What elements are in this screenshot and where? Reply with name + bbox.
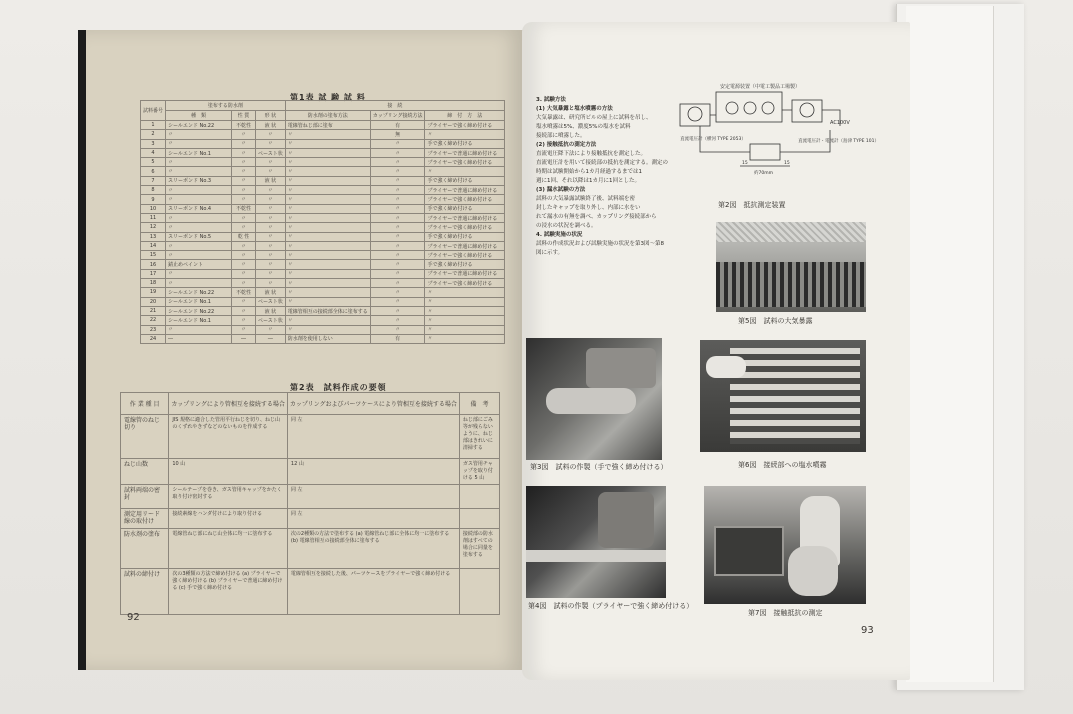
table1-cell-form: 〃	[256, 269, 286, 278]
table1-cell-applied: 電線管相互の接続部全体に塗布する	[285, 306, 370, 315]
table1-cell-applied: 〃	[285, 232, 370, 241]
table2-cell: 試料の締付け	[121, 569, 169, 615]
table1	[140, 100, 505, 344]
table1-cell-kind: 〃	[166, 251, 232, 260]
table1-row	[141, 269, 505, 278]
table1-cell-prop: 〃	[232, 325, 256, 334]
table1-cell-kind: 〃	[166, 279, 232, 288]
table1-cell-cp: 〃	[370, 241, 425, 250]
table1-cell-cp: 〃	[370, 316, 425, 325]
table1-cell-applied: 〃	[285, 316, 370, 325]
page-number-left: 92	[127, 612, 140, 623]
table1-cell-applied: 〃	[285, 139, 370, 148]
table1-cell-no: 24	[141, 334, 166, 343]
table1-cell-prop: 〃	[232, 241, 256, 250]
table1-cell-prop: 〃	[232, 306, 256, 315]
table1-row	[141, 195, 505, 204]
table1-cell-cp: 〃	[370, 260, 425, 269]
table1-cell-form: 〃	[256, 223, 286, 232]
table1-cell-prop: 〃	[232, 186, 256, 195]
table1-cell-prop: 〃	[232, 297, 256, 306]
table1-cell-cp: 〃	[370, 176, 425, 185]
table1-cell-tight: プライヤーで普通に締め付ける	[425, 186, 505, 195]
resistance-measurement-diagram	[680, 78, 880, 190]
table2-cell: 次の2種類の方法で塗布する (a) 電線管ねじ部に全体に均一に塗布する (b) 電線管相互の接続部全体に塗布する	[287, 529, 459, 569]
table1-cell-prop: 〃	[232, 213, 256, 222]
table1-cell-prop: 〃	[232, 269, 256, 278]
table1-cell-prop: 不乾性	[232, 288, 256, 297]
table2-cell	[459, 485, 499, 509]
table1-cell-applied: 〃	[285, 158, 370, 167]
table1-cell-cp: 〃	[370, 306, 425, 315]
table1-cell-kind: スリーボンド No.5	[166, 232, 232, 241]
table1-cell-applied: 〃	[285, 176, 370, 185]
table2-cell: シールテープを巻き、ガス管用キャップをかたく取り付け密封する	[169, 485, 288, 509]
section-line: 3. 試験方法	[536, 97, 566, 103]
diagram-left-meter: 直流電圧計（横河 TYPE 2053）	[680, 137, 746, 142]
section-line: 試料の大気暴露試験終了後、試料端を密	[536, 196, 636, 202]
table1-cell-cp: 〃	[370, 325, 425, 334]
table1-cell-kind: 錆止めペイント	[166, 260, 232, 269]
table1-row	[141, 306, 505, 315]
table1-cell-prop: 〃	[232, 316, 256, 325]
table1-cell-applied: 防水剤を使用しない	[285, 334, 370, 343]
table1-cell-tight: プライヤーで普通に締め付ける	[425, 241, 505, 250]
table1-cell-cp: 〃	[370, 204, 425, 213]
table2-cell	[459, 569, 499, 615]
fig6-caption: 第6図 接続部への塩水噴霧	[738, 461, 827, 469]
table1-header-applied: 防水剤の塗布方法	[285, 111, 370, 121]
table1-row	[141, 158, 505, 167]
table1-cell-no: 12	[141, 223, 166, 232]
table1-cell-form: 〃	[256, 279, 286, 288]
table1-cell-prop: 〃	[232, 130, 256, 139]
table2-cell: 同 左	[287, 415, 459, 459]
table2-row	[121, 529, 500, 569]
table1-header-coupling: カップリング接続方法	[370, 111, 425, 121]
table1-cell-prop: 〃	[232, 260, 256, 269]
table1-cell-applied: 〃	[285, 167, 370, 176]
table1-row	[141, 139, 505, 148]
table1-row	[141, 232, 505, 241]
table1-cell-no: 2	[141, 130, 166, 139]
table1-cell-cp: 〃	[370, 288, 425, 297]
table1-cell-tight: プライヤーで普通に締め付ける	[425, 269, 505, 278]
table1-cell-cp: 〃	[370, 186, 425, 195]
table1-cell-kind: 〃	[166, 325, 232, 334]
table1-cell-kind: 〃	[166, 186, 232, 195]
table1-cell-tight: プライヤーで強く締め付ける	[425, 121, 505, 130]
table1-cell-applied: 〃	[285, 260, 370, 269]
table1-cell-no: 18	[141, 279, 166, 288]
table1-cell-no: 15	[141, 251, 166, 260]
table1-cell-tight: 〃	[425, 325, 505, 334]
table1-cell-no: 1	[141, 121, 166, 130]
section-text	[536, 96, 676, 258]
table1-cell-tight: プライヤーで強く締め付ける	[425, 251, 505, 260]
table1-cell-cp: 〃	[370, 148, 425, 157]
table1-header-sample: 試料番号	[141, 101, 166, 121]
table1-cell-prop: 〃	[232, 223, 256, 232]
table1-cell-form: 〃	[256, 251, 286, 260]
table2-cell: 電線管ねじ部にねじ山全体に均一に塗布する	[169, 529, 288, 569]
table1-row	[141, 316, 505, 325]
table1-cell-applied: 〃	[285, 148, 370, 157]
table1-cell-no: 13	[141, 232, 166, 241]
table1-row	[141, 223, 505, 232]
fig6-photo	[700, 340, 866, 452]
fig5-photo	[716, 222, 866, 312]
table1-cell-tight: 〃	[425, 334, 505, 343]
table1-cell-tight: 〃	[425, 297, 505, 306]
table1-cell-applied: 〃	[285, 297, 370, 306]
table1-cell-no: 6	[141, 167, 166, 176]
table2-cell: 接続部の防水剤はすべての場合に同量を塗布する	[459, 529, 499, 569]
table1-cell-tight: 〃	[425, 306, 505, 315]
section-line: 直流電圧降下法により接触抵抗を測定した。	[536, 151, 647, 157]
section-line: 時期は試験開始から1カ月経過するまでは1	[536, 169, 642, 175]
table1-cell-no: 20	[141, 297, 166, 306]
table1-cell-no: 8	[141, 186, 166, 195]
table1-cell-prop: 不乾性	[232, 204, 256, 213]
table1-row	[141, 260, 505, 269]
table1-header-form: 形 状	[256, 111, 286, 121]
table1-cell-cp: 〃	[370, 251, 425, 260]
table1-cell-form: ―	[256, 334, 286, 343]
table1-cell-kind: 〃	[166, 269, 232, 278]
page-number-right: 93	[861, 625, 874, 636]
table1-cell-cp: 無	[370, 130, 425, 139]
table1-row	[141, 251, 505, 260]
table1-cell-kind: シールエンド No.1	[166, 297, 232, 306]
table1-cell-tight: プライヤーで普通に締め付ける	[425, 148, 505, 157]
table2-cell: 接続素線をハンダ付けにより取り付ける	[169, 509, 288, 529]
table1-cell-applied: 〃	[285, 325, 370, 334]
table1-cell-form: 液 状	[256, 121, 286, 130]
table1-cell-applied: 〃	[285, 288, 370, 297]
table1-row	[141, 334, 505, 343]
table1-row	[141, 130, 505, 139]
table1-cell-form: 〃	[256, 167, 286, 176]
table1-cell-form: 液 状	[256, 176, 286, 185]
table1-row	[141, 148, 505, 157]
table1-cell-kind: 〃	[166, 223, 232, 232]
table1-cell-prop: 〃	[232, 158, 256, 167]
table1-cell-kind: 〃	[166, 241, 232, 250]
table1-cell-form: 〃	[256, 186, 286, 195]
diagram-dim-3: 約70mm	[754, 171, 773, 176]
table1-cell-form: 〃	[256, 195, 286, 204]
table1-cell-form: 〃	[256, 325, 286, 334]
section-line: 封したキャップを取り外し、内部に水をい	[536, 205, 641, 211]
backing-board-panel	[906, 6, 994, 682]
table1-cell-cp: 〃	[370, 269, 425, 278]
table1-cell-applied: 電線管ねじ部に塗布	[285, 121, 370, 130]
table2-cell: 測定用リード線の取付け	[121, 509, 169, 529]
table2-cell: 同 左	[287, 509, 459, 529]
diagram-dim-2: 15	[784, 161, 790, 166]
table1-header-property: 性 質	[232, 111, 256, 121]
table1-cell-form: 〃	[256, 260, 286, 269]
table1-cell-applied: 〃	[285, 195, 370, 204]
table2-header: カップリングにより管相互を接続する場合	[169, 393, 288, 415]
table1-cell-applied: 〃	[285, 213, 370, 222]
table1-cell-no: 14	[141, 241, 166, 250]
table1-row	[141, 241, 505, 250]
table1-cell-prop: 〃	[232, 167, 256, 176]
table1-row	[141, 213, 505, 222]
table1-header-sealant: 塗布する防水剤	[166, 101, 286, 111]
table1-cell-form: 〃	[256, 139, 286, 148]
table2-header: カップリングおよびパーツケースにより管相互を接続する場合	[287, 393, 459, 415]
table1-row	[141, 325, 505, 334]
table1-cell-form: ペースト状	[256, 297, 286, 306]
table1-cell-prop: ―	[232, 334, 256, 343]
table1-cell-tight: 〃	[425, 130, 505, 139]
fig3-photo	[526, 338, 662, 460]
table1-cell-kind: スリーボンド No.4	[166, 204, 232, 213]
table1-row	[141, 167, 505, 176]
table2-row	[121, 569, 500, 615]
table1-cell-applied: 〃	[285, 186, 370, 195]
table2-cell: 同 左	[287, 485, 459, 509]
table1-cell-no: 3	[141, 139, 166, 148]
table1-row	[141, 121, 505, 130]
table1-cell-applied: 〃	[285, 269, 370, 278]
table1-cell-tight: 手で強く締め付ける	[425, 176, 505, 185]
table1-cell-kind: シールエンド No.22	[166, 306, 232, 315]
table1-header-connection: 接 続	[285, 101, 504, 111]
table1-cell-cp: 〃	[370, 213, 425, 222]
table1-cell-tight: プライヤーで強く締め付ける	[425, 279, 505, 288]
table1-cell-kind: 〃	[166, 130, 232, 139]
table1-cell-kind: 〃	[166, 139, 232, 148]
table2-cell: 防水剤の塗布	[121, 529, 169, 569]
table1-cell-no: 5	[141, 158, 166, 167]
fig5-caption: 第5図 試料の大気暴露	[738, 317, 813, 325]
table1-cell-no: 17	[141, 269, 166, 278]
table2-cell: 試料両端の密封	[121, 485, 169, 509]
table1-cell-no: 7	[141, 176, 166, 185]
section-line: 週に1回、それ以降は1カ月に1回とした。	[536, 178, 640, 184]
diagram-title-box: 安定電源装置（中電工製品工場製）	[720, 84, 801, 90]
table1-title: 第1表 試 験 試 料	[290, 93, 366, 102]
table2	[120, 392, 500, 615]
table1-cell-cp: 〃	[370, 167, 425, 176]
fig7-photo	[704, 486, 866, 604]
table1-cell-kind: 〃	[166, 158, 232, 167]
table1-row	[141, 279, 505, 288]
section-line: 試料の作成状況および試験実施の状況を第3図～第8	[536, 241, 665, 247]
diagram-ac-label: AC100V	[830, 120, 850, 126]
table2-row	[121, 509, 500, 529]
table1-cell-kind: スリーボンド No.3	[166, 176, 232, 185]
table1-cell-no: 11	[141, 213, 166, 222]
table2-cell: 電線管相互を接続した後、パーツケースをプライヤーで強く締め付ける	[287, 569, 459, 615]
table2-title: 第2表 試料作成の要領	[290, 383, 387, 392]
table1-cell-cp: 〃	[370, 223, 425, 232]
table1-cell-tight: プライヤーで強く締め付ける	[425, 195, 505, 204]
diagram-right-meter: 直流電圧計・電流計（島津 TYPE 101）	[798, 139, 880, 144]
table1-cell-form: 〃	[256, 204, 286, 213]
table1-row	[141, 176, 505, 185]
table2-header: 備 考	[459, 393, 499, 415]
table1-cell-kind: 〃	[166, 195, 232, 204]
table1-cell-tight: 〃	[425, 288, 505, 297]
table1-cell-cp: 〃	[370, 139, 425, 148]
section-line: の浸水の状況を調べる。	[536, 223, 597, 229]
section-line: 接続部に噴霧した。	[536, 133, 586, 139]
table2-cell	[459, 509, 499, 529]
table1-cell-prop: 〃	[232, 139, 256, 148]
table2-cell: ガス管用チャップを取り付ける 5 山	[459, 459, 499, 485]
section-line: 4. 試験実施の状況	[536, 232, 583, 238]
table2-cell: ねじ部にごみ等が残らないように、ねじ部はきれいに清掃する	[459, 415, 499, 459]
table1-cell-cp: 〃	[370, 232, 425, 241]
table1-cell-applied: 〃	[285, 251, 370, 260]
table2-cell: 10 山	[169, 459, 288, 485]
table1-cell-tight: プライヤーで強く締め付ける	[425, 158, 505, 167]
table1-cell-kind: ―	[166, 334, 232, 343]
table1-cell-no: 21	[141, 306, 166, 315]
table1-cell-form: 液 状	[256, 306, 286, 315]
section-line: 塩水噴霧は5%、濃度5%の塩水を試料	[536, 124, 631, 130]
table1-cell-prop: 〃	[232, 176, 256, 185]
table2-cell: ねじ山数	[121, 459, 169, 485]
table1-cell-form: ペースト状	[256, 148, 286, 157]
table1-cell-tight: 手で強く締め付ける	[425, 139, 505, 148]
table1-cell-prop: 不乾性	[232, 121, 256, 130]
table1-cell-form: 〃	[256, 213, 286, 222]
table1-cell-applied: 〃	[285, 279, 370, 288]
table1-cell-no: 22	[141, 316, 166, 325]
table1-row	[141, 297, 505, 306]
table1-cell-form: 液 状	[256, 288, 286, 297]
table1-cell-applied: 〃	[285, 223, 370, 232]
table2-header: 作 業 種 目	[121, 393, 169, 415]
table1-cell-cp: 有	[370, 334, 425, 343]
table1-cell-tight: 手で強く締め付ける	[425, 204, 505, 213]
table2-row	[121, 485, 500, 509]
table1-cell-no: 16	[141, 260, 166, 269]
table1-cell-no: 19	[141, 288, 166, 297]
section-line: 直流電圧計を用いて接続部の抵抗を測定する。測定の	[536, 160, 669, 166]
section-line: (2) 接触抵抗の測定方法	[536, 142, 597, 148]
section-line: 図に示す。	[536, 250, 564, 256]
table1-row	[141, 288, 505, 297]
table2-cell: 次の3種類の方法で締め付ける (a) プライヤーで強く締め付ける (b) プライヤーで普通に締め付ける (c) 手で強く締め付ける	[169, 569, 288, 615]
table1-cell-no: 10	[141, 204, 166, 213]
table1-cell-tight: プライヤーで強く締め付ける	[425, 223, 505, 232]
table1-cell-kind: シールエンド No.22	[166, 288, 232, 297]
table1-header-tighten: 締 付 方 法	[425, 111, 505, 121]
section-line: れて漏水の有無を調べ、カップリング接続部から	[536, 214, 657, 220]
table1-cell-prop: 〃	[232, 195, 256, 204]
section-line: (3) 漏水試験の方法	[536, 187, 586, 193]
section-line: (1) 大気暴露と塩水噴霧の方法	[536, 106, 613, 112]
table1-header-kind: 種 類	[166, 111, 232, 121]
table2-row	[121, 415, 500, 459]
table1-cell-cp: 〃	[370, 195, 425, 204]
table1-cell-prop: 〃	[232, 148, 256, 157]
table2-cell: 12 山	[287, 459, 459, 485]
table1-cell-tight: プライヤーで普通に締め付ける	[425, 213, 505, 222]
table1-cell-tight: 〃	[425, 316, 505, 325]
fig3-caption: 第3図 試料の作製（手で強く締め付ける）	[530, 463, 668, 471]
table2-row	[121, 459, 500, 485]
table1-cell-tight: 手で強く締め付ける	[425, 260, 505, 269]
table1-cell-tight: 手で強く締め付ける	[425, 232, 505, 241]
table1-cell-form: 〃	[256, 158, 286, 167]
table1-cell-form: 〃	[256, 241, 286, 250]
fig7-caption: 第7図 接触抵抗の測定	[748, 609, 823, 617]
table1-cell-applied: 〃	[285, 204, 370, 213]
table1-row	[141, 186, 505, 195]
table1-cell-no: 23	[141, 325, 166, 334]
table1-cell-form: ペースト状	[256, 316, 286, 325]
table1-cell-kind: シールエンド No.1	[166, 148, 232, 157]
table1-cell-kind: 〃	[166, 213, 232, 222]
table2-cell: 電線管のねじ切り	[121, 415, 169, 459]
table1-cell-kind: 〃	[166, 167, 232, 176]
table1-cell-cp: 〃	[370, 297, 425, 306]
table1-cell-form: 〃	[256, 130, 286, 139]
table1-cell-prop: 〃	[232, 251, 256, 260]
table1-cell-kind: シールエンド No.22	[166, 121, 232, 130]
table1-cell-cp: 〃	[370, 279, 425, 288]
table1-cell-no: 9	[141, 195, 166, 204]
table1-cell-prop: 乾 性	[232, 232, 256, 241]
table1-cell-cp: 〃	[370, 158, 425, 167]
table1-cell-cp: 有	[370, 121, 425, 130]
table2-cell: JIS 規格に適合した管用平行ねじを切り、ねじ山のくずれやきずなどのないものを作成する	[169, 415, 288, 459]
table1-cell-no: 4	[141, 148, 166, 157]
table1-cell-form: 〃	[256, 232, 286, 241]
table1-cell-prop: 〃	[232, 279, 256, 288]
fig2-caption: 第2図 抵抗測定装置	[718, 201, 786, 209]
fig4-caption: 第4図 試料の作製（プライヤーで強く締め付ける）	[528, 602, 694, 610]
table1-cell-applied: 〃	[285, 241, 370, 250]
table1-cell-kind: シールエンド No.1	[166, 316, 232, 325]
table1-cell-applied: 〃	[285, 130, 370, 139]
diagram-dim-1: 15	[742, 161, 748, 166]
table1-row	[141, 204, 505, 213]
fig4-photo	[526, 486, 666, 598]
table1-cell-tight: 〃	[425, 167, 505, 176]
section-line: 大気暴露は、研究所ビルの屋上に試料を吊し、	[536, 115, 652, 121]
